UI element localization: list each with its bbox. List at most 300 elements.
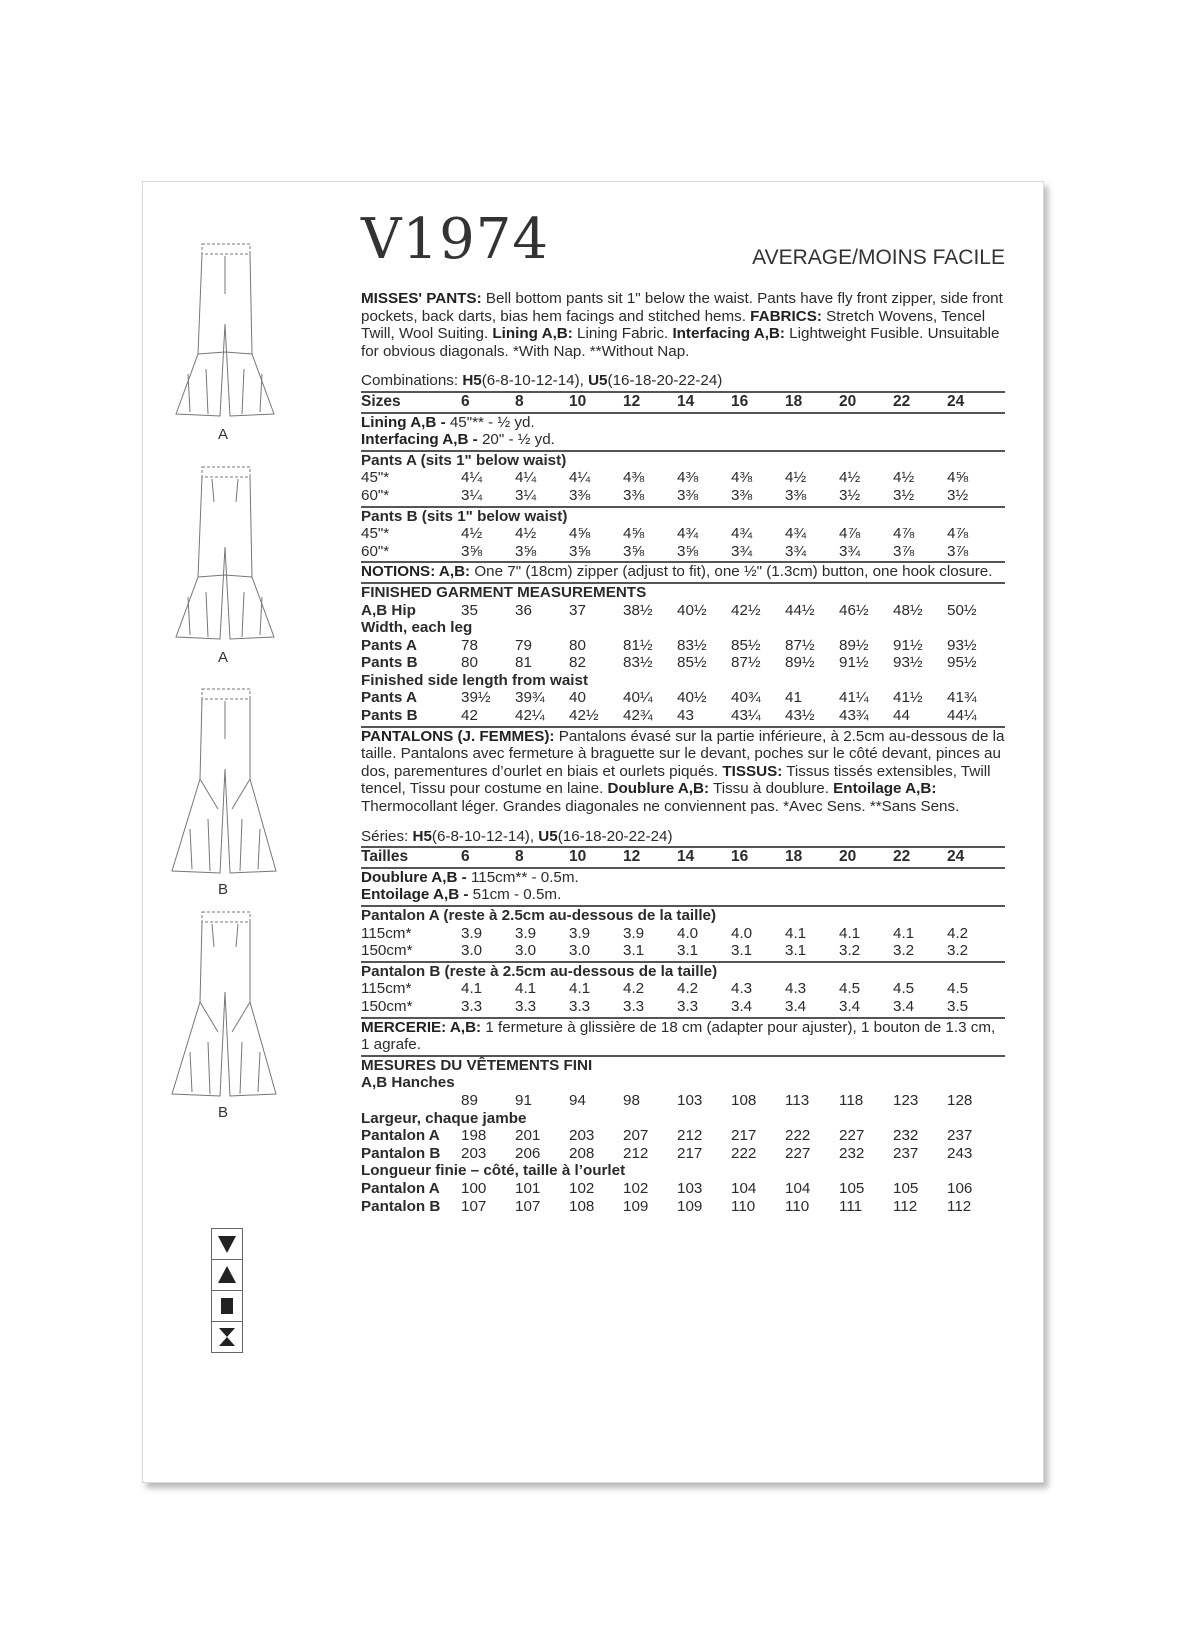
cell: 101 [515,1179,541,1197]
cell: 42¾ [623,707,653,725]
row-label: Pants A [361,636,417,654]
cell: 3.9 [515,924,537,942]
cell: 4¼ [461,469,483,487]
cell: 232 [893,1127,919,1145]
row-label: 115cm* [361,924,412,942]
cell: 212 [623,1144,649,1162]
cell: 232 [839,1144,865,1162]
cell: 112 [947,1197,972,1215]
cell: 212 [677,1127,703,1145]
row-label: Pantalon B [361,1197,441,1215]
interfacing-yardage-value: 20" - ½ yd. [481,431,555,449]
table-row [361,1145,1005,1163]
view-label: B [217,881,228,898]
cell: 4⅞ [893,525,915,543]
cell: 41 [785,689,802,707]
pattern-code: V1974 [361,207,549,272]
cell: 3½ [947,486,969,504]
table-row [361,1127,1005,1145]
table-row [361,1180,1005,1198]
cell: 108 [569,1197,595,1215]
cell: 3⅜ [569,486,591,504]
row-label: 60"* [361,486,390,504]
cell: 103 [677,1179,703,1197]
cell: 40½ [677,601,707,619]
notions [361,563,1005,581]
cell: 81 [515,654,532,672]
cell: 4.1 [515,980,537,998]
cell: 3.1 [731,942,753,960]
cell: 111 [839,1197,863,1215]
largeur-title: Largeur, chaque jambe [361,1109,527,1127]
table-row [361,1092,1005,1110]
u5-sizes: (16-18-20-22-24) [607,372,723,390]
cell: 4.0 [731,924,753,942]
cell: 4.5 [893,980,915,998]
size-cell: 14 [677,392,695,410]
cell: 3⅝ [623,542,645,560]
doublure-yardage-value: 115cm** - 0.5m. [470,868,579,886]
cell: 3.1 [677,942,699,960]
cell: 104 [785,1179,811,1197]
pants-a-back-drawing-icon [168,457,278,647]
table-row [361,689,1005,707]
cell: 79 [515,636,532,654]
cell: 44 [893,707,910,725]
notions-label: NOTIONS: A,B: [361,563,471,581]
cell: 222 [731,1144,757,1162]
cell: 3¾ [839,542,861,560]
cell: 3.3 [461,997,483,1015]
cell: 81½ [623,636,653,654]
cell: 98 [623,1091,640,1109]
cell: 4.2 [623,980,645,998]
cell: 3¾ [785,542,807,560]
cell: 4⅞ [947,525,969,543]
cell: 94 [569,1091,586,1109]
cell: 82 [569,654,586,672]
cell: 4.5 [947,980,969,998]
cell: 3.4 [839,997,861,1015]
doublure-yardage-label: Doublure A,B - [361,868,471,886]
cell: 38½ [623,601,653,619]
pattern-envelope-back [142,181,1044,1483]
cell: 3.9 [461,924,483,942]
cell: 3.4 [893,997,915,1015]
cell: 41¾ [947,689,977,707]
pantalon-b-title: Pantalon B (reste à 2.5cm au-dessous de la taille) [361,962,718,980]
marking-symbols [211,1228,243,1353]
h5-label: H5 [412,827,432,845]
cell: 4.1 [569,980,591,998]
table-row [361,654,1005,672]
cell: 4.1 [461,980,483,998]
cell: 3⅝ [569,542,591,560]
size-cell: 10 [569,848,587,866]
cell: 4.2 [677,980,699,998]
cell: 206 [515,1144,541,1162]
cell: 4.1 [839,924,861,942]
notions-text: One 7" (18cm) zipper (adjust to fit), one ½" (1.3cm) button, one hook closure. [470,563,993,581]
mesures-title: MESURES DU VÊTEMENTS FINI [361,1056,593,1074]
table-row [361,602,1005,620]
illustration-view-b-back [168,902,278,1121]
cell: 100 [461,1179,487,1197]
row-label [361,1092,461,1110]
row-label: 150cm* [361,997,413,1015]
row-label: 150cm* [361,942,413,960]
cell: 3.0 [569,942,591,960]
cell: 3.0 [515,942,537,960]
description-title: MISSES' PANTS: [361,290,482,307]
row-label: Pants A [361,689,417,707]
length-title: Finished side length from waist [361,671,588,689]
cell: 3⅜ [731,486,753,504]
table-row [361,637,1005,655]
size-cell: 12 [623,848,641,866]
cell: 203 [569,1127,595,1145]
cell: 112 [893,1197,918,1215]
cell: 4¾ [785,525,807,543]
cell: 95½ [947,654,977,672]
cell: 3.2 [947,942,969,960]
cell: 43¾ [839,707,869,725]
cell: 4¾ [731,525,753,543]
cell: 227 [785,1144,811,1162]
doublure-label: Doublure A,B: [607,780,710,798]
pants-b-title: Pants B (sits 1" below waist) [361,507,568,525]
cell: 3.1 [623,942,645,960]
illustration-view-b-front [168,679,278,898]
table-row [361,980,1005,998]
cell: 41½ [893,689,923,707]
cell: 3¼ [515,486,537,504]
triangle-up-icon [212,1260,242,1291]
cell: 123 [893,1091,919,1109]
cell: 46½ [839,601,869,619]
lining-text: Lining Fabric. [572,325,673,343]
size-cell: 16 [731,392,749,410]
pants-b-drawing-icon [168,679,278,879]
cell: 43¼ [731,707,761,725]
cell: 3⅝ [677,542,699,560]
cell: 108 [731,1091,757,1109]
cell: 106 [947,1179,973,1197]
doublure-text: Tissu à doublure. [709,780,834,798]
size-cell: 8 [515,392,524,410]
entoilage-text: Thermocollant léger. Grandes diagonales ne conviennent pas. *Avec Sens. **Sans Sens. [361,798,960,816]
cell: 3.2 [839,942,861,960]
size-cell: 6 [461,392,470,410]
row-label: Pants B [361,707,418,725]
table-row [361,543,1005,561]
table-row [361,487,1005,505]
cell: 217 [677,1144,703,1162]
mercerie-label: MERCERIE: A,B: [361,1018,482,1036]
pattern-info [361,290,1005,1215]
cell: 40 [569,689,586,707]
cell: 198 [461,1127,487,1145]
size-cell: 10 [569,392,587,410]
cell: 104 [731,1179,757,1197]
longueur-title: Longueur finie – côté, taille à l’ourlet [361,1162,626,1180]
cell: 85½ [677,654,707,672]
size-cell: 16 [731,848,749,866]
cell: 4½ [839,469,861,487]
difficulty-level: AVERAGE/MOINS FACILE [752,246,1005,269]
cell: 105 [839,1179,865,1197]
cell: 4¼ [515,469,537,487]
cell: 89 [461,1091,478,1109]
cell: 91½ [839,654,869,672]
cell: 4⅜ [677,469,699,487]
u5-label: U5 [588,372,608,390]
cell: 39¾ [515,689,545,707]
cell: 4⅝ [623,525,645,543]
cell: 35 [461,601,478,619]
cell: 78 [461,636,478,654]
cell: 4⅝ [569,525,591,543]
lining-yardage [361,414,1005,432]
row-label: Pants B [361,654,418,672]
cell: 41¼ [839,689,869,707]
cell: 222 [785,1127,811,1145]
sizes-header-row [361,393,1005,411]
cell: 37 [569,601,586,619]
cell: 3.9 [569,924,591,942]
tissus-label: TISSUS: [722,762,783,780]
cell: 3.1 [785,942,807,960]
cell: 91 [515,1091,532,1109]
cell: 107 [461,1197,487,1215]
cell: 3⅜ [785,486,807,504]
cell: 3¾ [731,542,753,560]
size-cell: 12 [623,392,641,410]
series [361,828,1005,846]
cell: 87½ [785,636,815,654]
cell: 4⅝ [947,469,969,487]
cell: 3.5 [947,997,969,1015]
cell: 217 [731,1127,757,1145]
row-label: Pantalon A [361,1179,440,1197]
cell: 43 [677,707,694,725]
fabrics-label: FABRICS: [750,307,822,325]
combinations-prefix: Combinations: [361,372,463,390]
cell: 243 [947,1144,973,1162]
illustration-view-a-front [168,234,278,443]
entoilage-label: Entoilage A,B: [833,780,937,798]
view-label: B [217,1104,228,1121]
table-row [361,1198,1005,1216]
cell: 4⅞ [839,525,861,543]
cell: 113 [785,1091,810,1109]
cell: 3⅜ [623,486,645,504]
cell: 3.3 [569,997,591,1015]
cell: 4.1 [785,924,807,942]
cell: 3⅜ [677,486,699,504]
cell: 3¼ [461,486,483,504]
cell: 3.0 [461,942,483,960]
cell: 50½ [947,601,977,619]
cell: 208 [569,1144,595,1162]
cell: 4¼ [569,469,591,487]
entoilage-yardage-label: Entoilage A,B - [361,886,473,904]
cell: 237 [893,1144,919,1162]
cell: 42½ [731,601,761,619]
tailles-header-row [361,848,1005,866]
row-label: Pantalon B [361,1144,441,1162]
square-icon [212,1291,242,1322]
cell: 93½ [947,636,977,654]
cell: 3½ [893,486,915,504]
row-label: 60"* [361,542,390,560]
cell: 85½ [731,636,761,654]
cell: 3⅞ [893,542,915,560]
cell: 44¼ [947,707,977,725]
cell: 44½ [785,601,815,619]
triangle-down-icon [212,1229,242,1260]
table-row [361,942,1005,960]
interfacing-yardage-label: Interfacing A,B - [361,431,482,449]
sizes-label: Sizes [361,392,401,410]
doublure-yardage [361,869,1005,887]
cell: 42¼ [515,707,545,725]
cell: 83½ [623,654,653,672]
table-row [361,525,1005,543]
interfacing-label: Interfacing A,B: [672,325,785,343]
cell: 128 [947,1091,973,1109]
cell: 207 [623,1127,649,1145]
cell: 40¼ [623,689,653,707]
cell: 89½ [839,636,869,654]
size-cell: 22 [893,848,911,866]
view-label: A [217,649,228,666]
cell: 4⅜ [623,469,645,487]
cell: 48½ [893,601,923,619]
u5-label: U5 [538,827,558,845]
cell: 237 [947,1127,973,1145]
h5-sizes: (6-8-10-12-14), [481,372,589,390]
size-cell: 8 [515,848,524,866]
cell: 3.9 [623,924,645,942]
description-title: PANTALONS (J. FEMMES): [361,727,555,745]
cell: 4.3 [785,980,807,998]
size-cell: 6 [461,848,470,866]
size-cell: 24 [947,848,965,866]
table-row [361,998,1005,1016]
lining-yardage-value: 45"** - ½ yd. [449,413,535,431]
lining-label: Lining A,B: [492,325,573,343]
size-cell: 20 [839,392,857,410]
combinations [361,372,1005,390]
sizes-label: Tailles [361,848,409,866]
table-row [361,469,1005,487]
row-label: 115cm* [361,980,412,998]
mercerie [361,1019,1005,1054]
cell: 40¾ [731,689,761,707]
cell: 89½ [785,654,815,672]
hanches-title: A,B Hanches [361,1074,455,1092]
cell: 83½ [677,636,707,654]
cell: 102 [623,1179,649,1197]
mercerie-text: 1 fermeture à glissière de 18 cm (adapter pour ajuster), 1 bouton de 1.3 cm, 1 agrafe. [361,1018,996,1054]
cell: 3.4 [731,997,753,1015]
cell: 4½ [785,469,807,487]
cell: 102 [569,1179,595,1197]
cell: 42½ [569,707,599,725]
cell: 4⅜ [731,469,753,487]
cell: 4.5 [839,980,861,998]
cell: 39½ [461,689,491,707]
cell: 203 [461,1144,487,1162]
cell: 109 [677,1197,703,1215]
size-cell: 24 [947,392,965,410]
cell: 110 [731,1197,756,1215]
french-description [361,728,1005,816]
cell: 87½ [731,654,761,672]
interfacing-text: Lightweight Fusible. Unsuitable for obvious diagonals. *With Nap. **Without Nap. [361,325,1000,360]
cell: 105 [893,1179,919,1197]
bowtie-icon [212,1322,242,1352]
cell: 93½ [893,654,923,672]
u5-sizes: (16-18-20-22-24) [557,827,673,845]
pants-a-drawing-icon [168,234,278,424]
row-label: A,B Hip [361,601,416,619]
cell: 4½ [893,469,915,487]
cell: 3½ [839,486,861,504]
pants-b-back-drawing-icon [168,902,278,1102]
illustration-view-a-back [168,457,278,666]
cell: 40½ [677,689,707,707]
cell: 3.4 [785,997,807,1015]
cell: 3.3 [623,997,645,1015]
pantalon-a-title: Pantalon A (reste à 2.5cm au-dessous de la taille) [361,907,717,924]
description-text: Bell bottom pants sit 1" below the waist. Pants have fly front zipper, side front pockets, back darts, bias hem facings and stitched hems. [361,290,1003,325]
row-label: 45"* [361,469,390,487]
entoilage-yardage [361,886,1005,904]
cell: 80 [461,654,478,672]
description-text: Pantalons évasé sur la partie inférieure, à 2.5cm au-dessous de la taille. Pantalons avec fermeture à braguette sur le devant, poches sur le côté devant, pinces au dos, parementures d’ourlet en biais et ourlets piqués. [361,727,1005,780]
size-cell: 18 [785,848,803,866]
cell: 4.3 [731,980,753,998]
h5-sizes: (6-8-10-12-14), [431,827,539,845]
cell: 80 [569,636,586,654]
h5-label: H5 [462,372,482,390]
row-label: 45"* [361,525,390,543]
cell: 3.2 [893,942,915,960]
table-row [361,925,1005,943]
size-cell: 20 [839,848,857,866]
row-label: Pantalon A [361,1127,440,1145]
cell: 4.0 [677,924,699,942]
cell: 103 [677,1091,703,1109]
cell: 4.2 [947,924,969,942]
cell: 43½ [785,707,815,725]
cell: 4½ [461,525,483,543]
view-label: A [217,426,228,443]
cell: 3.3 [677,997,699,1015]
cell: 36 [515,601,532,619]
size-cell: 18 [785,392,803,410]
lining-yardage-label: Lining A,B - [361,413,450,431]
cell: 4.1 [893,924,915,942]
cell: 107 [515,1197,541,1215]
fabrics-text: Stretch Wovens, Tencel Twill, Wool Suiting. [361,307,986,343]
width-title: Width, each leg [361,619,473,637]
series-prefix: Séries: [361,827,413,845]
cell: 110 [785,1197,810,1215]
cell: 91½ [893,636,923,654]
